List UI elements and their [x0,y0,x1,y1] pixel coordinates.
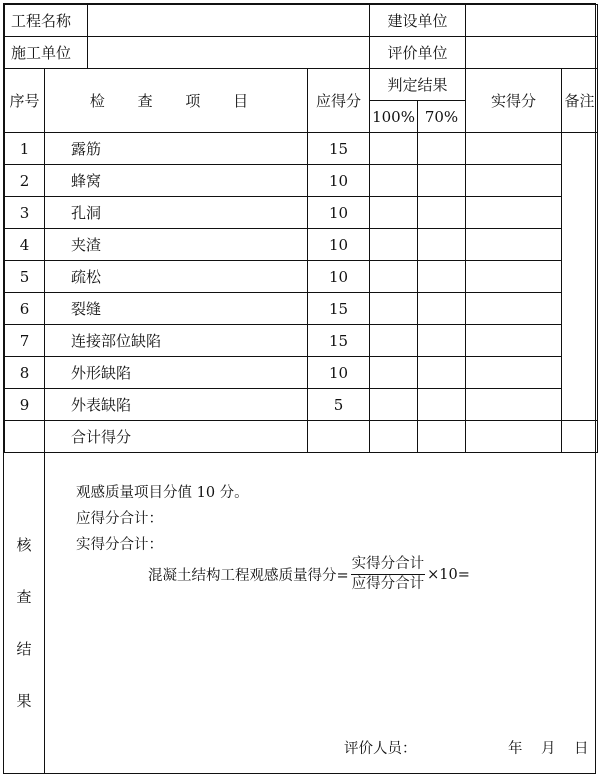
row-actual-cell[interactable] [466,197,562,229]
col-expected-header: 应得分 [308,69,370,133]
total-row [5,421,598,453]
row-expected: 10 [308,261,370,293]
row-expected: 15 [308,325,370,357]
row-expected: 10 [308,165,370,197]
row-70-cell[interactable] [418,389,466,421]
score-formula [148,556,470,593]
table-row [5,325,598,357]
row-index: 3 [5,197,45,229]
row-index: 1 [5,133,45,165]
date-year-label: 年 [508,741,523,757]
table-row [5,229,598,261]
col-index-header: 序号 [5,69,45,133]
project-name-field[interactable] [88,5,370,37]
row-70-cell[interactable] [418,133,466,165]
row-item: 裂缝 [45,293,308,325]
total-actual-cell[interactable] [466,421,562,453]
row-expected: 10 [308,229,370,261]
col-item-header [45,69,308,133]
row-100-cell[interactable] [370,389,418,421]
table-row [5,197,598,229]
row-100-cell[interactable] [370,165,418,197]
row-70-cell[interactable] [418,229,466,261]
side-char-3: 结 [16,640,32,658]
row-actual-cell[interactable] [466,325,562,357]
row-actual-cell[interactable] [466,389,562,421]
row-100-cell[interactable] [370,133,418,165]
evaluator-unit-field[interactable] [466,37,598,69]
summary-line-actual-total: 实得分合计： [76,537,163,553]
row-actual-cell[interactable] [466,261,562,293]
evaluator-unit-label: 评价单位 [370,37,466,69]
row-70-cell[interactable] [418,165,466,197]
summary-line-expected-total: 应得分合计： [76,511,163,527]
row-item: 蜂窝 [45,165,308,197]
row-item: 露筋 [45,133,308,165]
formula-suffix: ×10= [427,566,470,583]
project-name-label: 工程名称 [5,5,88,37]
col-judgement-header: 判定结果 [370,69,466,101]
form-table [4,4,598,453]
row-expected: 15 [308,293,370,325]
remark-cell[interactable] [562,133,598,421]
column-header-row-1 [5,69,598,101]
side-char-4: 果 [16,692,32,710]
row-actual-cell[interactable] [466,133,562,165]
builder-field[interactable] [466,5,598,37]
row-100-cell[interactable] [370,261,418,293]
row-expected: 5 [308,389,370,421]
row-100-cell[interactable] [370,293,418,325]
row-100-cell[interactable] [370,325,418,357]
table-row [5,261,598,293]
row-item: 外形缺陷 [45,357,308,389]
row-item: 孔洞 [45,197,308,229]
table-row [5,357,598,389]
formula-numerator: 实得分合计 [351,556,426,575]
constructor-label: 施工单位 [5,37,88,69]
builder-label: 建设单位 [370,5,466,37]
row-expected: 15 [308,133,370,165]
row-index: 5 [5,261,45,293]
row-expected: 10 [308,357,370,389]
total-remark-cell[interactable] [562,421,598,453]
review-result-label [4,453,45,773]
row-actual-cell[interactable] [466,357,562,389]
row-70-cell[interactable] [418,261,466,293]
header-row-1 [5,5,598,37]
side-char-1: 核 [16,536,32,554]
table-row [5,133,598,165]
row-70-cell[interactable] [418,197,466,229]
row-actual-cell[interactable] [466,293,562,325]
row-70-cell[interactable] [418,325,466,357]
col-100-header: 100% [370,101,418,133]
row-index: 8 [5,357,45,389]
row-70-cell[interactable] [418,293,466,325]
table-row [5,165,598,197]
col-actual-header: 实得分 [466,69,562,133]
col-item-header-text: 检 查 项 目 [89,92,263,110]
row-index: 2 [5,165,45,197]
formula-denominator: 应得分合计 [351,576,425,592]
table-row [5,389,598,421]
row-index: 4 [5,229,45,261]
row-100-cell[interactable] [370,197,418,229]
col-70-header: 70% [418,101,466,133]
items-body [5,133,598,421]
evaluator-signature-label: 评价人员： [344,741,417,757]
evaluation-form [3,3,596,774]
total-70-cell[interactable] [418,421,466,453]
row-expected: 10 [308,197,370,229]
total-index-cell [5,421,45,453]
constructor-field[interactable] [88,37,370,69]
summary-line-score-value: 观感质量项目分值 10 分。 [76,485,249,501]
date-day-label: 日 [574,741,589,757]
row-item: 疏松 [45,261,308,293]
row-item: 外表缺陷 [45,389,308,421]
col-remark-header: 备注 [562,69,598,133]
row-70-cell[interactable] [418,357,466,389]
row-index: 6 [5,293,45,325]
total-label: 合计得分 [45,421,308,453]
total-100-cell[interactable] [370,421,418,453]
total-expected-cell[interactable] [308,421,370,453]
header-row-2 [5,37,598,69]
date-month-label: 月 [541,741,556,757]
row-item: 连接部位缺陷 [45,325,308,357]
row-actual-cell[interactable] [466,229,562,261]
row-item: 夹渣 [45,229,308,261]
row-100-cell[interactable] [370,229,418,261]
formula-prefix: 混凝土结构工程观感质量得分= [148,568,349,584]
side-char-2: 查 [16,588,32,606]
row-index: 9 [5,389,45,421]
row-actual-cell[interactable] [466,165,562,197]
table-row [5,293,598,325]
row-index: 7 [5,325,45,357]
row-100-cell[interactable] [370,357,418,389]
formula-fraction [351,556,426,593]
